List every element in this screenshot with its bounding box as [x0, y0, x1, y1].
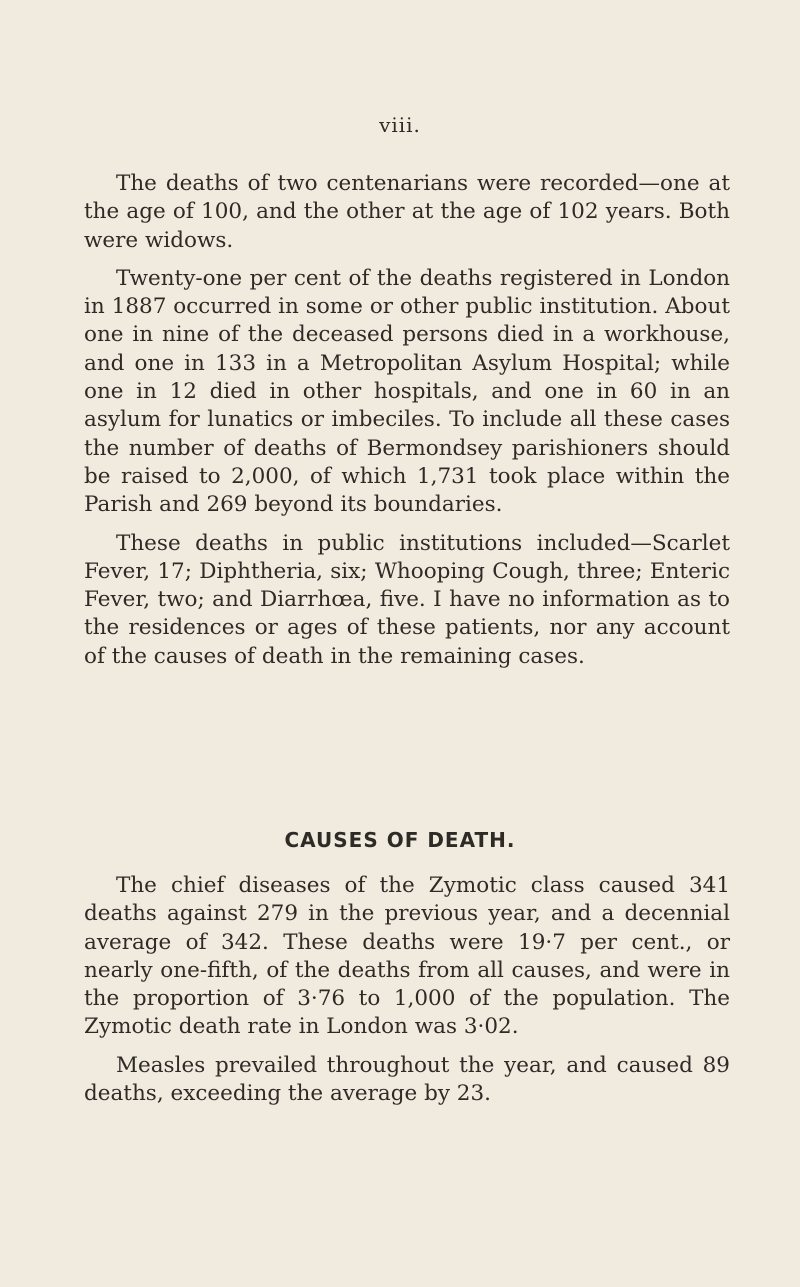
paragraph-institution-deaths: These deaths in public institutions included—Scarlet Fever, 17; Diphtheria, six; Whooping Cough, three; Enteric Fever, two; and Diarrhœa, five. I have no information as to the residences or ages of these patients, nor any account of the causes of death in the remaining cases.: [84, 530, 730, 669]
paragraph-measles: Measles prevailed throughout the year, and caused 89 deaths, exceeding the average by 23.: [84, 1052, 730, 1107]
body-text-before-heading: [84, 170, 730, 681]
paragraph-public-institutions: Twenty-one per cent of the deaths registered in London in 1887 occurred in some or other public institution. About one in nine of the deceased persons died in a workhouse, and one in 133 in a Metropolitan Asylum Hospital; while one in 12 died in other hospitals, and one in 60 in an asylum for lunatics or imbeciles. To include all these cases the number of deaths of Bermondsey parishioners should be raised to 2,000, of which 1,731 took place within the Parish and 269 beyond its boundaries.: [84, 265, 730, 518]
body-text-after-heading: [84, 872, 730, 1118]
page-number: viii.: [379, 113, 421, 137]
paragraph-zymotic-class: The chief diseases of the Zymotic class caused 341 deaths against 279 in the previous year, and a decennial average of 342. These deaths were 19·7 per cent., or nearly one-fifth, of the deaths from all causes, and were in the proportion of 3·76 to 1,000 of the population. The Zymotic death rate in London was 3·02.: [84, 873, 730, 1040]
paragraph-centenarians: The deaths of two centenarians were recorded—one at the age of 100, and the other at the age of 102 years. Both were widows.: [84, 171, 730, 253]
section-heading: CAUSES OF DEATH.: [284, 828, 516, 852]
